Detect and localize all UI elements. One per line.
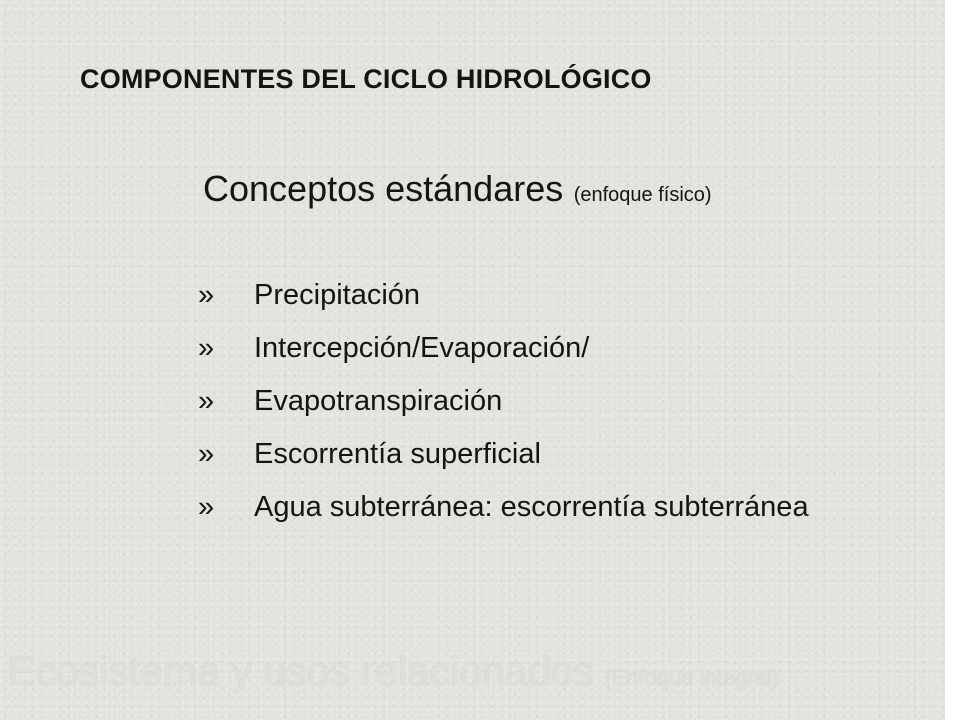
subtitle-main: Conceptos estándares — [203, 168, 564, 209]
bullet-text: Escorrentía superficial — [254, 438, 541, 470]
bullet-text: Intercepción/Evaporación/ — [254, 332, 590, 364]
slide-edge-strip — [945, 0, 960, 720]
bullet-item — [198, 490, 838, 524]
bullet-text: Agua subterránea: escorrentía subterránea — [254, 491, 809, 523]
subtitle-note: (enfoque físico) — [573, 184, 712, 206]
bullet-text: Evapotranspiración — [254, 385, 503, 417]
bullet-marker: » — [198, 438, 215, 470]
bullet-list — [198, 278, 838, 543]
bullet-marker: » — [198, 279, 215, 311]
footer-note: (Enfoque integral) — [604, 665, 780, 690]
bullet-text: Precipitación — [254, 279, 421, 311]
footer-main: Ecosistema y usos relacionados — [8, 648, 594, 694]
bullet-marker: » — [198, 491, 215, 523]
footer-watermark — [8, 648, 779, 695]
bullet-marker: » — [198, 332, 215, 364]
bullet-item — [198, 278, 838, 312]
bullet-item — [198, 331, 838, 365]
slide-title: COMPONENTES DEL CICLO HIDROLÓGICO — [80, 64, 652, 94]
bullet-item — [198, 437, 838, 471]
bullet-item — [198, 384, 838, 418]
bullet-marker: » — [198, 385, 215, 417]
slide-subtitle — [203, 168, 712, 210]
